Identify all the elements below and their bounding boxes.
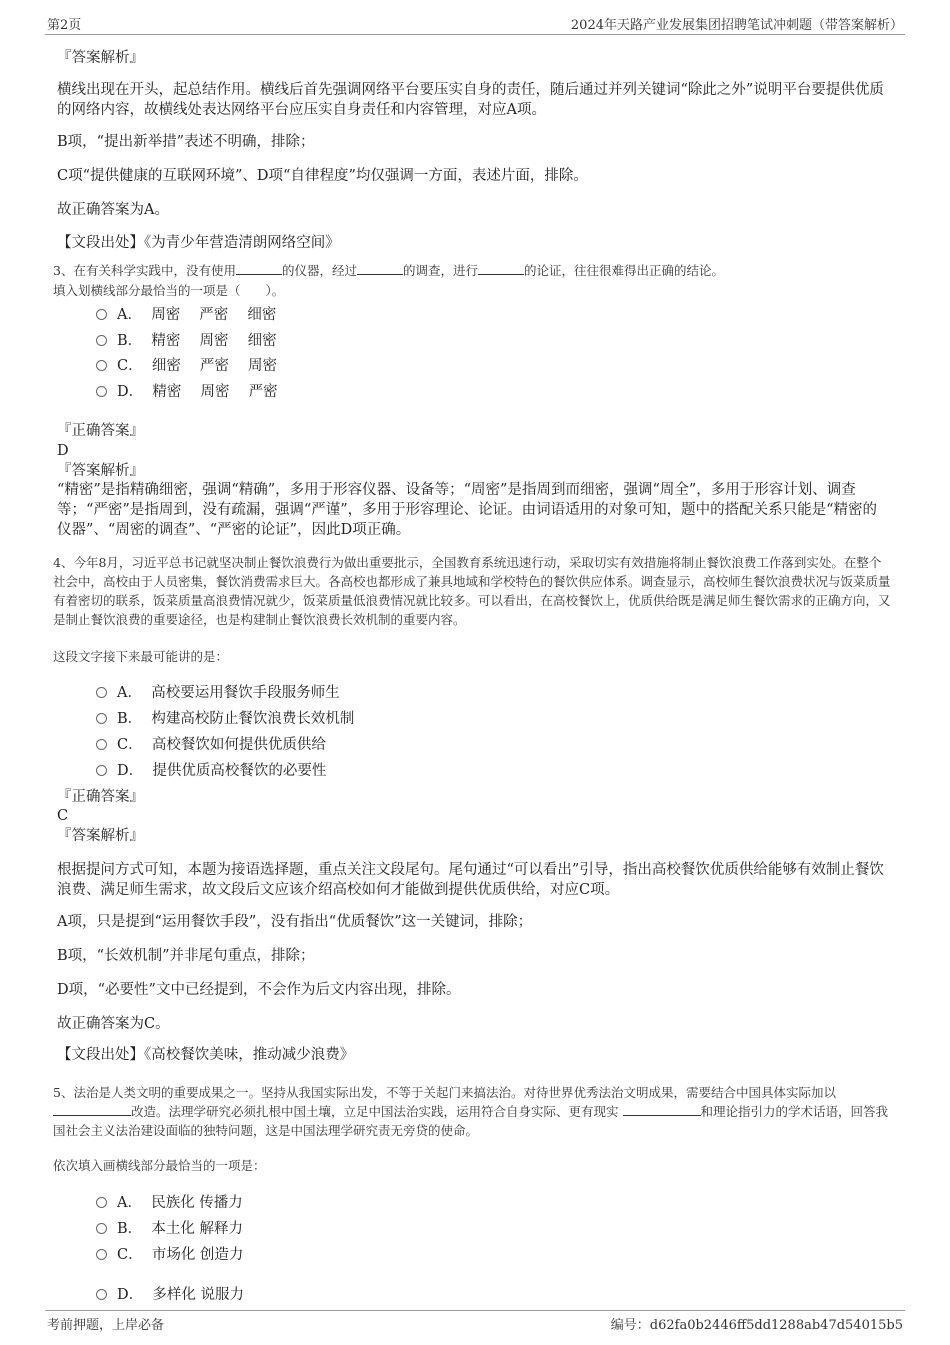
q4-source: 【文段出处】《高校餐饮美味，推动减少浪费》 xyxy=(57,1047,355,1063)
q4-stem: 4、今年8月，习近平总书记就坚决制止餐饮浪费行为做出重要批示，全国教育系统迅速行动，采取切实有效措施将制止餐饮浪费工作落到实处。在整个社会中，高校由于人员密集，餐饮消费需求巨大。各高校也都形成了兼具地域和学校特色的餐饮供应体系。调查显示，高校师生餐饮浪费状况与饭菜质量有着密切的联系，饭菜质量高浪费情况就少，饭菜质量低浪费情况就比较多。可以看出，在高校餐饮上，优质供给既是满足师生餐饮需求的正确方向，又是制止餐饮浪费的重要途径，也是构建制止餐饮浪费长效机制的重要内容。 xyxy=(53,555,891,627)
q2-analysis-label: 『答案解析』 xyxy=(57,50,144,66)
q2-analysis-p2: B项，“提出新举措”表述不明确，排除； xyxy=(57,134,315,150)
q2-analysis-p4: 故正确答案为A。 xyxy=(57,202,169,218)
radio-icon[interactable] xyxy=(96,1223,107,1234)
q4-analysis-p4: D项，“必要性”文中已经提到，不会作为后文内容出现，排除。 xyxy=(57,982,461,998)
radio-icon[interactable] xyxy=(96,1249,107,1260)
q5-blank-2 xyxy=(623,1103,701,1116)
q5-blank-1 xyxy=(53,1103,131,1116)
radio-icon[interactable] xyxy=(96,309,107,320)
q2-source: 【文段出处】《为青少年营造清朗网络空间》 xyxy=(57,235,340,251)
q5-option-c[interactable]: C． 市场化 创造力 xyxy=(96,1243,243,1264)
q3-analysis: “精密”是指精确细密，强调“精确”，多用于形容仪器、设备等；“周密”是指周到而细密，强调“周全”，多用于形容计划、调查等；“严密”是指周到，没有疏漏，强调“严谨”，多用于形容理论、论证。由词语适用的对象可知，题中的搭配关系只能是“精密的仪器”、“周密的调查”、“严密的论证”，因此D项正确。 xyxy=(57,482,878,538)
radio-icon[interactable] xyxy=(96,1197,107,1208)
footer-slogan: 考前押题，上岸必备 xyxy=(47,1318,165,1333)
radio-icon[interactable] xyxy=(96,687,107,698)
document-title: 2024年天路产业发展集团招聘笔试冲刺题（带答案解析） xyxy=(570,18,903,33)
q4-correct-answer: C xyxy=(57,808,69,824)
q3-correct-answer: D xyxy=(57,443,69,459)
radio-icon[interactable] xyxy=(96,765,107,776)
q4-analysis-p3: B项，“长效机制”并非尾句重点，排除； xyxy=(57,948,315,964)
q4-analysis-p1: 根据提问方式可知，本题为接语选择题，重点关注文段尾句。尾句通过“可以看出”引导，指出高校餐饮优质供给能够有效制止餐饮浪费、满足师生需求，故文段后文应该介绍高校如何才能做到提供优质供给，对应C项。 xyxy=(57,862,884,898)
footer-rule xyxy=(45,1310,905,1311)
q4-option-a[interactable]: A． 高校要运用餐饮手段服务师生 xyxy=(96,681,340,702)
document-id: 编号：d62fa0b2446ff5dd1288ab47d54015b5 xyxy=(610,1318,903,1333)
radio-icon[interactable] xyxy=(96,360,107,371)
q4-correct-label: 『正确答案』 xyxy=(57,789,144,805)
q4-option-d[interactable]: D． 提供优质高校餐饮的必要性 xyxy=(96,759,326,780)
q2-analysis-p3: C项“提供健康的互联网环境”、D项“自律程度”均仅强调一方面，表述片面，排除。 xyxy=(57,168,588,184)
q3-correct-label: 『正确答案』 xyxy=(57,423,144,439)
q3-option-d[interactable]: D． 精密 周密 严密 xyxy=(96,380,278,401)
q2-analysis-p1: 横线出现在开头，起总结作用。横线后首先强调网络平台要压实自身的责任，随后通过并列关键词“除此之外”说明平台要提供优质的网络内容，故横线处表达网络平台应压实自身责任和内容管理，对应A项。 xyxy=(57,82,884,118)
q3-option-b[interactable]: B． 精密 周密 细密 xyxy=(96,329,277,350)
q4-option-c[interactable]: C． 高校餐饮如何提供优质供给 xyxy=(96,733,326,754)
q5-question: 依次填入画横线部分最恰当的一项是： xyxy=(53,1158,266,1173)
radio-icon[interactable] xyxy=(96,386,107,397)
q4-analysis-p2: A项，只是提到“运用餐饮手段”，没有指出“优质餐饮”这一关键词，排除； xyxy=(57,914,533,930)
page-number: 第2页 xyxy=(47,18,82,33)
q3-analysis-label: 『答案解析』 xyxy=(57,463,144,479)
q3-option-a[interactable]: A． 周密 严密 细密 xyxy=(96,303,276,324)
q4-analysis-p5: 故正确答案为C。 xyxy=(57,1016,170,1032)
q4-analysis-label: 『答案解析』 xyxy=(57,828,144,844)
q5-option-d[interactable]: D． 多样化 说服力 xyxy=(96,1283,244,1304)
q3-option-c[interactable]: C． 细密 严密 周密 xyxy=(96,354,277,375)
header-rule xyxy=(45,34,905,35)
q5-stem: 5、法治是人类文明的重要成果之一。坚持从我国实际出发，不等于关起门来搞法治。对待世界优秀法治文明成果，需要结合中国具体实际加以改造。法理学研究必须扎根中国土壤，立足中国法治实践，运用符合自身实际、更有现实 和理论指引力的学术话语，回答我国社会主义法治建设面临的独特问题，这是中国法理学研究责无旁贷的使命。 xyxy=(53,1085,889,1138)
q3-blank-3 xyxy=(478,262,524,275)
q3-stem-2: 填入划横线部分最恰当的一项是（ ）。 xyxy=(53,283,285,298)
q4-question: 这段文字接下来最可能讲的是： xyxy=(53,649,229,664)
q3-blank-2 xyxy=(357,262,403,275)
q5-option-a[interactable]: A． 民族化 传播力 xyxy=(96,1191,243,1212)
q5-option-b[interactable]: B． 本土化 解释力 xyxy=(96,1217,243,1238)
radio-icon[interactable] xyxy=(96,713,107,724)
q3-stem: 3、在有关科学实践中，没有使用 的仪器，经过 的调查，进行 的论证，往往很难得出正确的结论。 xyxy=(53,263,725,278)
radio-icon[interactable] xyxy=(96,739,107,750)
radio-icon[interactable] xyxy=(96,1289,107,1300)
radio-icon[interactable] xyxy=(96,335,107,346)
q3-blank-1 xyxy=(236,262,282,275)
q4-option-b[interactable]: B． 构建高校防止餐饮浪费长效机制 xyxy=(96,707,354,728)
